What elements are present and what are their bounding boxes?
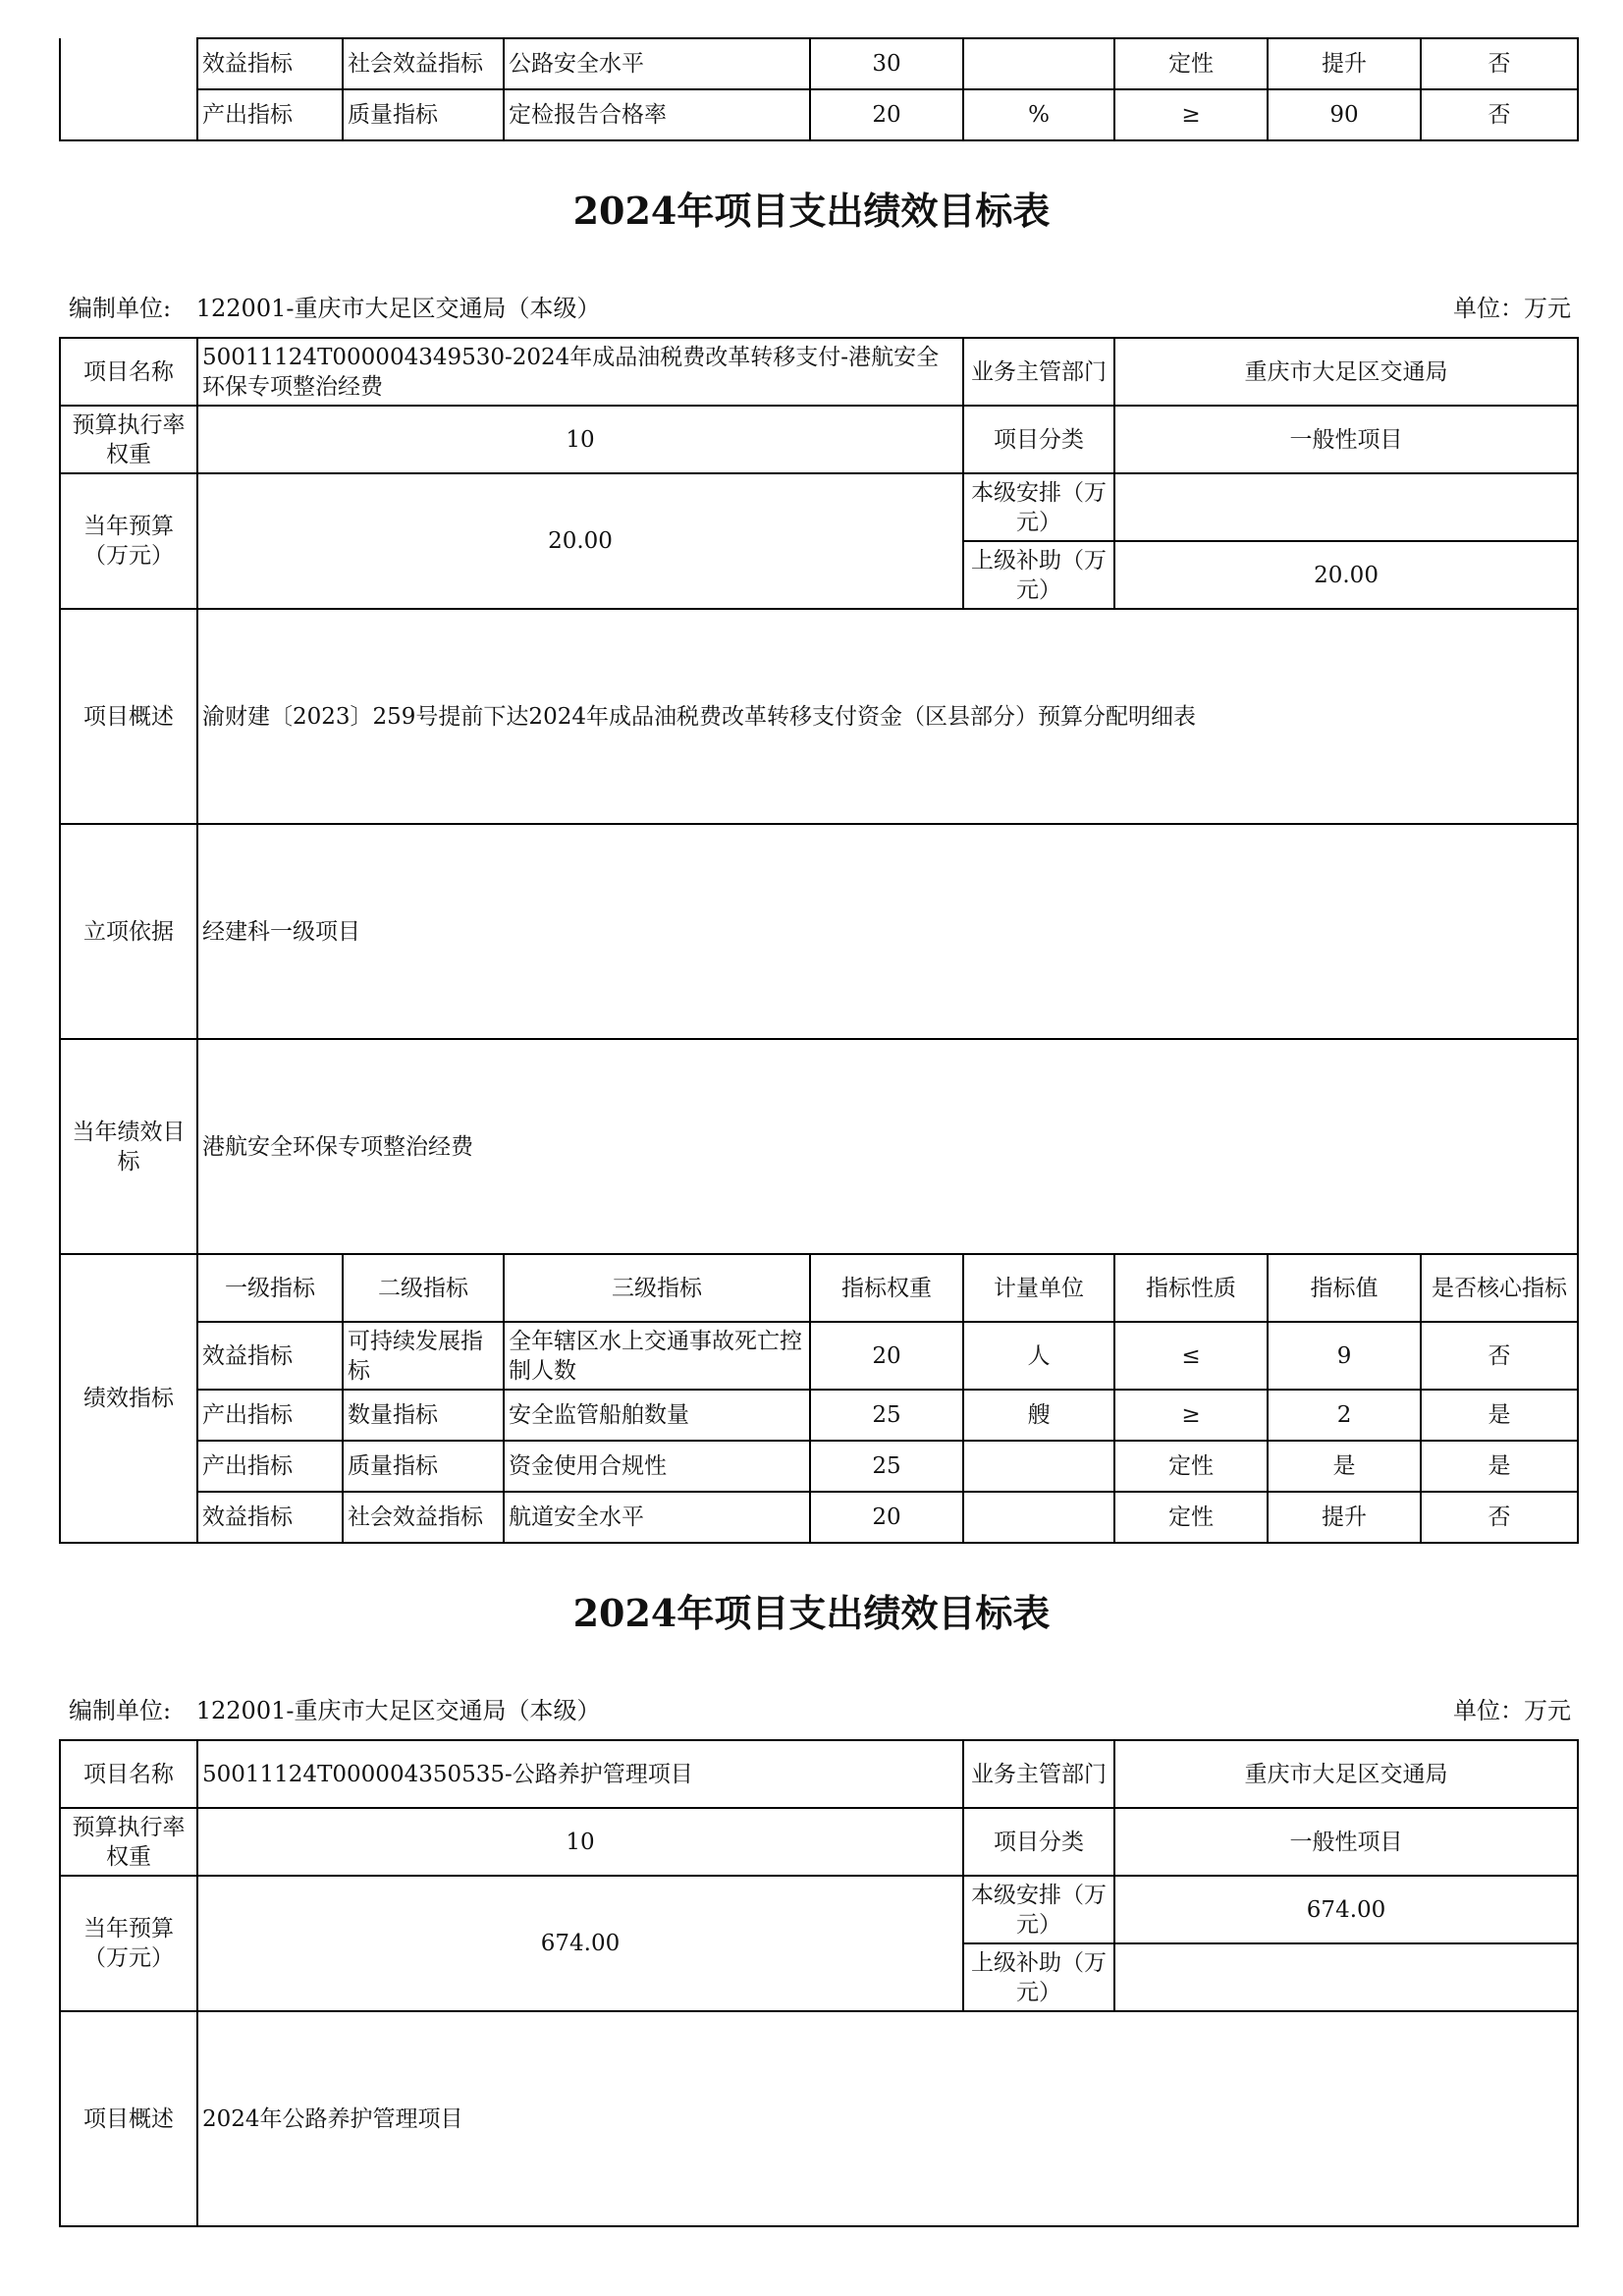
core-cell: 否 (1421, 89, 1578, 140)
level3-cell: 全年辖区水上交通事故死亡控制人数 (504, 1322, 810, 1390)
project-name-value: 50011124T000004349530-2024年成品油税费改革转移支付-港航安全环保专项整治经费 (197, 338, 963, 406)
project-info-table (59, 337, 1579, 1544)
value-cell: 提升 (1268, 1492, 1421, 1543)
core-cell: 否 (1421, 1322, 1578, 1390)
level2-cell: 可持续发展指标 (343, 1322, 504, 1390)
table-row (60, 89, 1578, 140)
upper-label: 上级补助（万元） (963, 1943, 1114, 2011)
table-row (60, 406, 1578, 473)
header-unit: 计量单位 (963, 1254, 1114, 1322)
level3-cell: 资金使用合规性 (504, 1441, 810, 1492)
goal-value: 港航安全环保专项整治经费 (197, 1039, 1578, 1254)
currency-label: 单位：万元 (1453, 295, 1571, 322)
basis-value: 经建科一级项目 (197, 824, 1578, 1039)
table-row (60, 338, 1578, 406)
unit-label: 编制单位: (69, 295, 172, 322)
unit-label: 编制单位: (69, 1697, 172, 1724)
dept-value: 重庆市大足区交通局 (1114, 338, 1578, 406)
upper-value: 20.00 (1114, 541, 1578, 609)
nature-cell: 定性 (1114, 1441, 1268, 1492)
value-cell: 提升 (1268, 38, 1421, 89)
level1-cell: 产出指标 (197, 89, 343, 140)
header-weight: 指标权重 (810, 1254, 963, 1322)
currency-label: 单位：万元 (1453, 1697, 1571, 1724)
overview-label: 项目概述 (60, 609, 197, 824)
project-name-value: 50011124T000004350535-公路养护管理项目 (197, 1740, 963, 1808)
indicators-label: 绩效指标 (60, 1254, 197, 1543)
value-cell: 90 (1268, 89, 1421, 140)
table-row (60, 2011, 1578, 2226)
overview-value: 2024年公路养护管理项目 (197, 2011, 1578, 2226)
value-cell: 是 (1268, 1441, 1421, 1492)
unit-value: 122001-重庆市大足区交通局（本级） (195, 1697, 601, 1724)
unit-cell (963, 1441, 1114, 1492)
category-value: 一般性项目 (1114, 1808, 1578, 1876)
project-name-label: 项目名称 (60, 1740, 197, 1808)
level2-cell: 数量指标 (343, 1390, 504, 1441)
level2-cell: 社会效益指标 (343, 38, 504, 89)
nature-cell: 定性 (1114, 38, 1268, 89)
weight-cell: 30 (810, 38, 963, 89)
level3-cell: 航道安全水平 (504, 1492, 810, 1543)
continued-indicator-table (59, 37, 1579, 141)
budget-label: 当年预算（万元） (60, 1876, 197, 2011)
overview-label: 项目概述 (60, 2011, 197, 2226)
core-cell: 否 (1421, 38, 1578, 89)
form-title: 2024年项目支出绩效目标表 (572, 189, 1051, 233)
category-value: 一般性项目 (1114, 406, 1578, 473)
weight-cell: 25 (810, 1441, 963, 1492)
unit-cell: 人 (963, 1322, 1114, 1390)
table-row (60, 1740, 1578, 1808)
local-value: 674.00 (1114, 1876, 1578, 1943)
nature-cell: ≤ (1114, 1322, 1268, 1390)
form-title: 2024年项目支出绩效目标表 (572, 1591, 1051, 1635)
weight-cell: 25 (810, 1390, 963, 1441)
header-level1: 一级指标 (197, 1254, 343, 1322)
header-core: 是否核心指标 (1421, 1254, 1578, 1322)
level3-cell: 定检报告合格率 (504, 89, 810, 140)
nature-cell: 定性 (1114, 1492, 1268, 1543)
weight-value: 10 (197, 406, 963, 473)
unit-cell (963, 1492, 1114, 1543)
level1-cell: 产出指标 (197, 1390, 343, 1441)
unit-value: 122001-重庆市大足区交通局（本级） (195, 295, 601, 322)
budget-label: 当年预算（万元） (60, 473, 197, 609)
level1-cell: 效益指标 (197, 1322, 343, 1390)
category-label: 项目分类 (963, 406, 1114, 473)
local-label: 本级安排（万元） (963, 1876, 1114, 1943)
local-value (1114, 473, 1578, 541)
category-label: 项目分类 (963, 1808, 1114, 1876)
unit-cell: % (963, 89, 1114, 140)
indicator-group-cell (60, 38, 197, 140)
level2-cell: 质量指标 (343, 89, 504, 140)
header-value: 指标值 (1268, 1254, 1421, 1322)
level2-cell: 社会效益指标 (343, 1492, 504, 1543)
project-info-table (59, 1739, 1579, 2227)
form-meta (69, 289, 1571, 323)
budget-value: 674.00 (197, 1876, 963, 2011)
weight-cell: 20 (810, 1492, 963, 1543)
basis-label: 立项依据 (60, 824, 197, 1039)
weight-cell: 20 (810, 89, 963, 140)
dept-label: 业务主管部门 (963, 1740, 1114, 1808)
weight-label: 预算执行率权重 (60, 406, 197, 473)
unit-cell: 艘 (963, 1390, 1114, 1441)
upper-label: 上级补助（万元） (963, 541, 1114, 609)
table-row (60, 1441, 1578, 1492)
unit-cell (963, 38, 1114, 89)
level1-cell: 产出指标 (197, 1441, 343, 1492)
nature-cell: ≥ (1114, 1390, 1268, 1441)
table-row (60, 1322, 1578, 1390)
table-row (60, 1390, 1578, 1441)
level1-cell: 效益指标 (197, 38, 343, 89)
level3-cell: 公路安全水平 (504, 38, 810, 89)
dept-value: 重庆市大足区交通局 (1114, 1740, 1578, 1808)
header-nature: 指标性质 (1114, 1254, 1268, 1322)
table-row (60, 473, 1578, 541)
table-row (60, 1039, 1578, 1254)
goal-label: 当年绩效目标 (60, 1039, 197, 1254)
table-row (60, 1492, 1578, 1543)
value-cell: 9 (1268, 1322, 1421, 1390)
upper-value (1114, 1943, 1578, 2011)
core-cell: 是 (1421, 1390, 1578, 1441)
core-cell: 否 (1421, 1492, 1578, 1543)
value-cell: 2 (1268, 1390, 1421, 1441)
table-row (60, 824, 1578, 1039)
level2-cell: 质量指标 (343, 1441, 504, 1492)
project-name-label: 项目名称 (60, 338, 197, 406)
table-row (60, 609, 1578, 824)
core-cell: 是 (1421, 1441, 1578, 1492)
nature-cell: ≥ (1114, 89, 1268, 140)
budget-value: 20.00 (197, 473, 963, 609)
weight-cell: 20 (810, 1322, 963, 1390)
overview-value: 渝财建〔2023〕259号提前下达2024年成品油税费改革转移支付资金（区县部分）预算分配明细表 (197, 609, 1578, 824)
level1-cell: 效益指标 (197, 1492, 343, 1543)
table-row (60, 38, 1578, 89)
table-row (60, 1876, 1578, 1943)
header-level2: 二级指标 (343, 1254, 504, 1322)
weight-label: 预算执行率权重 (60, 1808, 197, 1876)
table-row (60, 1254, 1578, 1322)
header-level3: 三级指标 (504, 1254, 810, 1322)
level3-cell: 安全监管船舶数量 (504, 1390, 810, 1441)
local-label: 本级安排（万元） (963, 473, 1114, 541)
table-row (60, 1808, 1578, 1876)
weight-value: 10 (197, 1808, 963, 1876)
form-meta (69, 1691, 1571, 1725)
dept-label: 业务主管部门 (963, 338, 1114, 406)
